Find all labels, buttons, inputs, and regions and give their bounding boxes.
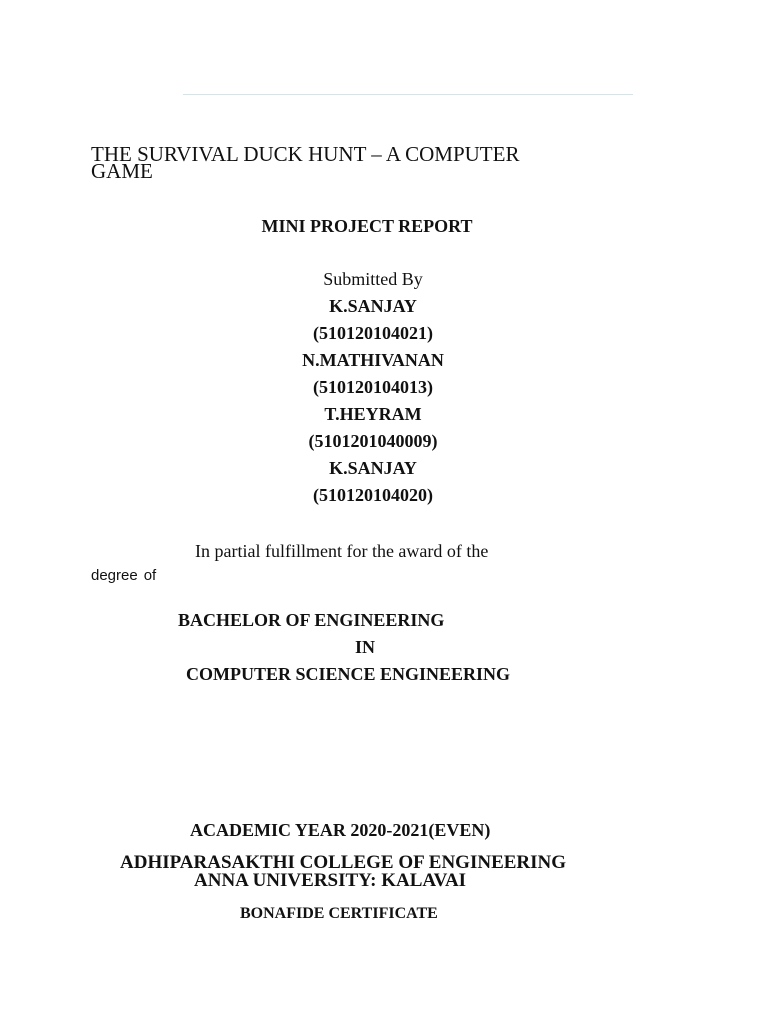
submitted-by-label: Submitted By bbox=[323, 269, 423, 289]
college-name: ADHIPARASAKTHI COLLEGE OF ENGINEERING bbox=[120, 852, 567, 873]
student-name: N.MATHIVANAN bbox=[302, 350, 444, 370]
student-reg-no: (510120104020) bbox=[313, 485, 433, 505]
degree-word: degree bbox=[91, 567, 138, 584]
student-name: K.SANJAY bbox=[329, 296, 417, 316]
student-reg-no: (5101201040009) bbox=[308, 431, 438, 451]
submitted-by-block bbox=[0, 266, 746, 509]
project-title bbox=[91, 142, 611, 183]
fulfillment-text: In partial fulfillment for the award of the bbox=[195, 541, 489, 561]
student-reg-no: (510120104013) bbox=[313, 377, 433, 397]
university-name: ANNA UNIVERSITY: KALAVAI bbox=[194, 870, 467, 891]
student-reg-no: (510120104021) bbox=[313, 323, 433, 343]
degree-in: IN bbox=[355, 637, 376, 657]
project-title-line-1: THE SURVIVAL DUCK HUNT – A COMPUTER bbox=[91, 142, 520, 166]
degree-of-text bbox=[91, 567, 156, 584]
report-heading: MINI PROJECT REPORT bbox=[261, 216, 473, 236]
academic-year: ACADEMIC YEAR 2020-2021(EVEN) bbox=[190, 820, 491, 840]
header-rule bbox=[183, 94, 633, 95]
certificate-heading: BONAFIDE CERTIFICATE bbox=[240, 905, 438, 922]
degree-branch: COMPUTER SCIENCE ENGINEERING bbox=[186, 664, 511, 684]
degree-name: BACHELOR OF ENGINEERING bbox=[178, 610, 445, 630]
project-title-line-2: GAME bbox=[91, 159, 153, 183]
student-name: T.HEYRAM bbox=[324, 404, 422, 424]
student-name: K.SANJAY bbox=[329, 458, 417, 478]
of-word: of bbox=[143, 567, 157, 584]
